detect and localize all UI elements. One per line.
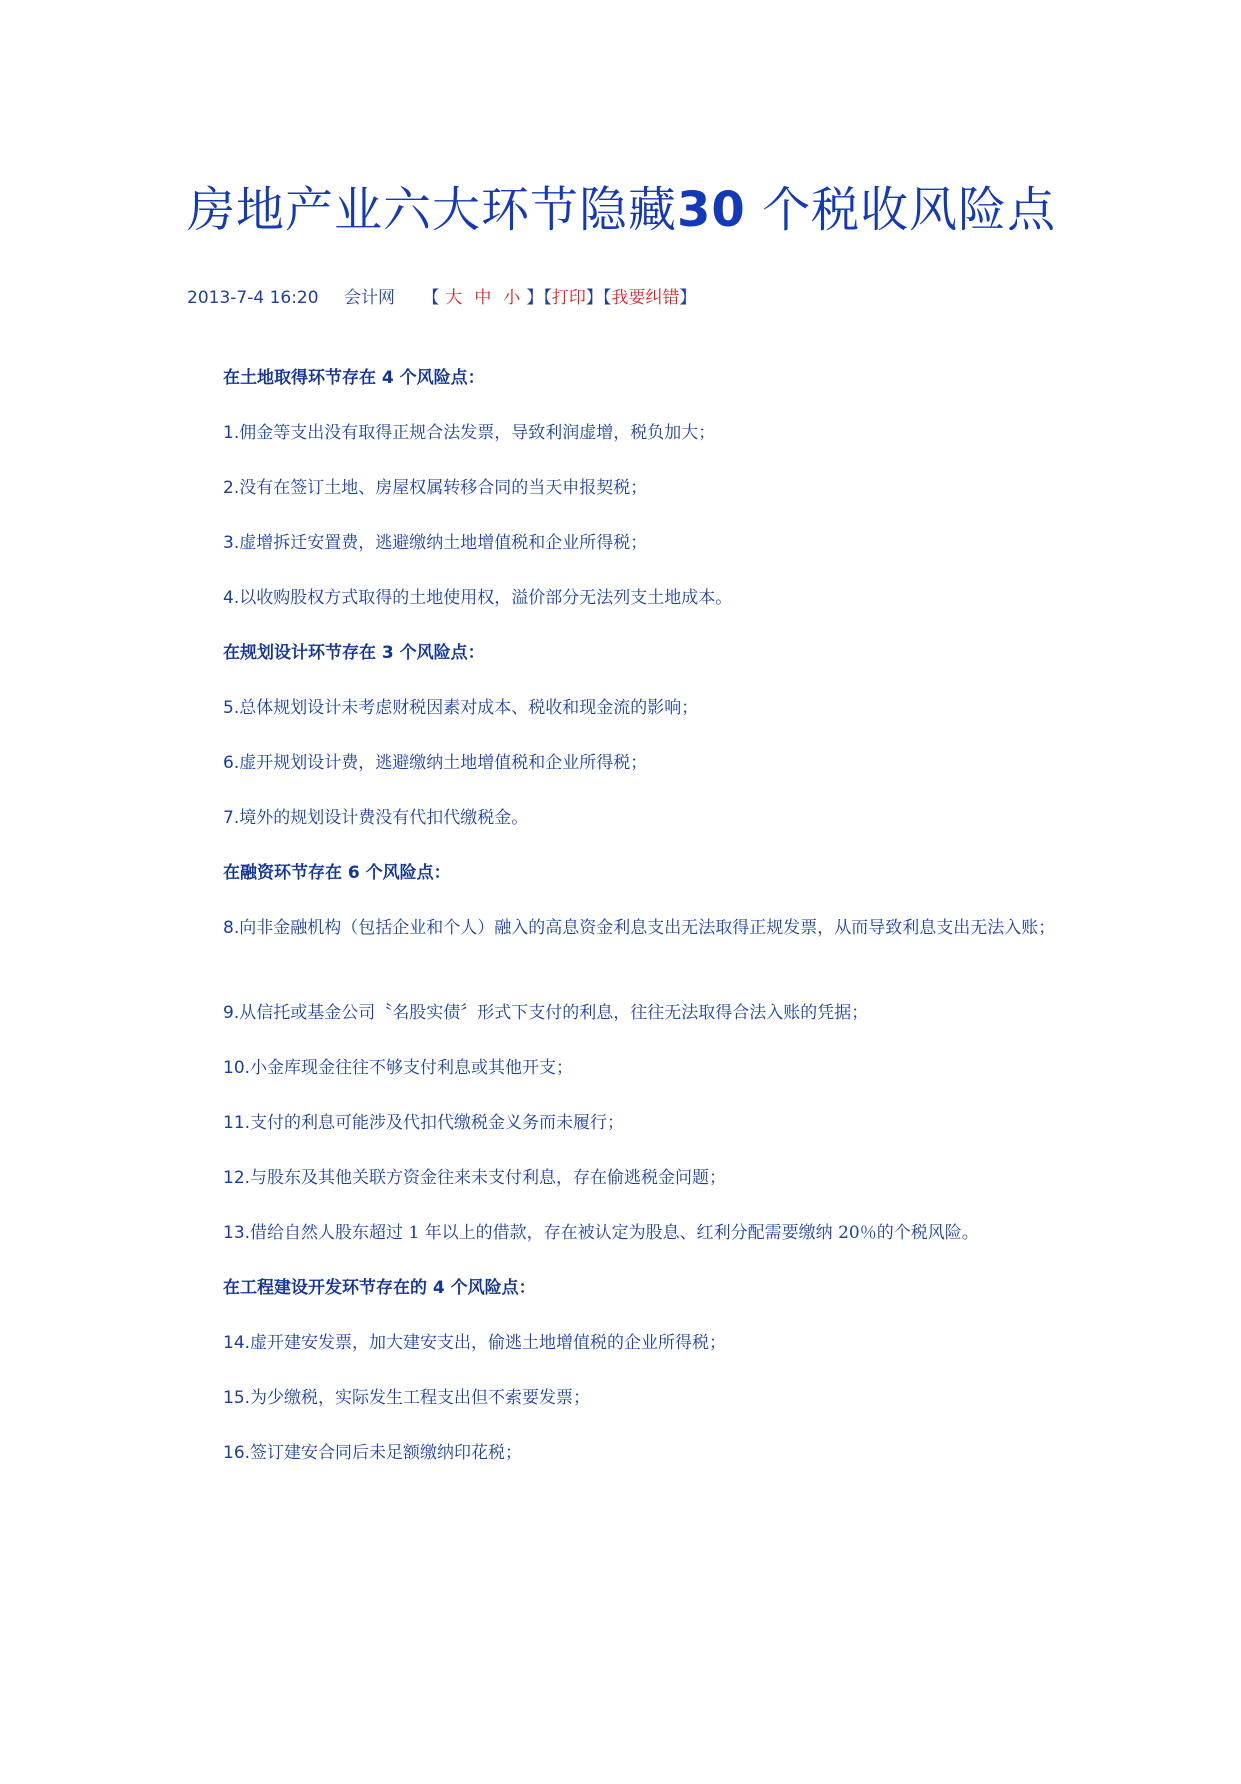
title-part-1: 房地产业六大环节隐藏 [187, 182, 678, 238]
risk-item-number: 9. [223, 1003, 240, 1023]
font-size-large-link[interactable]: 大 [445, 288, 463, 308]
risk-item-text: 佣金等支出没有取得正规合法发票，导致利润虚增，税负加大； [239, 423, 716, 443]
risk-item-text: 为少缴税，实际发生工程支出但不索要发票； [250, 1388, 591, 1408]
risk-item [187, 998, 1062, 1028]
section-heading [187, 638, 1062, 668]
risk-item-text: 小金库现金往往不够支付利息或其他开支； [250, 1058, 574, 1078]
risk-item-number: 3. [223, 533, 240, 553]
risk-item [187, 1163, 1062, 1193]
source-link[interactable]: 会计网 [343, 288, 395, 308]
risk-item-text: 以收购股权方式取得的土地使用权，溢价部分无法列支土地成本。 [239, 588, 733, 608]
section-heading-text: 在融资环节存在 6 个风险点： [223, 863, 451, 883]
risk-item-text: 支付的利息可能涉及代扣代缴税金义务而未履行； [250, 1113, 625, 1133]
risk-item-number: 1. [223, 423, 240, 443]
risk-item [187, 1053, 1062, 1083]
risk-item-number: 10. [223, 1058, 251, 1078]
risk-item [187, 693, 1062, 723]
report-error-link[interactable]: 我要纠错 [611, 288, 680, 308]
risk-item-number: 6. [223, 753, 240, 773]
font-size-small-link[interactable]: 小 [503, 288, 521, 308]
title-number: 30 [677, 182, 746, 238]
risk-item-number: 11. [223, 1113, 251, 1133]
section-heading [187, 858, 1062, 888]
print-link[interactable]: 打印 [551, 288, 586, 308]
risk-item [187, 1328, 1062, 1358]
risk-item-number: 2. [223, 478, 240, 498]
risk-item-text: 总体规划设计未考虑财税因素对成本、税收和现金流的影响； [239, 698, 699, 718]
section-heading-text: 在土地取得环节存在 4 个风险点： [223, 368, 485, 388]
risk-item-text: 虚开规划设计费，逃避缴纳土地增值税和企业所得税； [239, 753, 648, 773]
risk-item-number: 16. [223, 1443, 251, 1463]
risk-item [187, 1218, 1062, 1248]
risk-item [187, 1383, 1062, 1413]
risk-item-number: 4. [223, 588, 240, 608]
risk-item-text: 与股东及其他关联方资金往来未支付利息，存在偷逃税金问题； [250, 1168, 727, 1188]
risk-item-text: 境外的规划设计费没有代扣代缴税金。 [239, 808, 529, 828]
risk-item [187, 1438, 1062, 1468]
article-meta: 2013-7-4 16:20 会计网 【 大 中 小 】【打印】【我要纠错】 [187, 288, 697, 308]
font-size-medium-link[interactable]: 中 [474, 288, 492, 308]
section-heading-text: 在工程建设开发环节存在的 4 个风险点： [223, 1278, 536, 1298]
risk-item-text: 签订建安合同后未足额缴纳印花税； [250, 1443, 523, 1463]
title-part-2: 个税收风险点 [762, 182, 1057, 238]
article-title [187, 180, 1067, 240]
risk-item-text: 虚开建安发票，加大建安支出，偷逃土地增值税的企业所得税； [250, 1333, 727, 1353]
publish-date: 2013-7-4 16:20 [187, 288, 319, 308]
risk-item [187, 473, 1062, 503]
risk-item [187, 803, 1062, 833]
section-heading [187, 1273, 1062, 1303]
risk-item-number: 7. [223, 808, 240, 828]
risk-item [187, 583, 1062, 613]
risk-item-text: 没有在签订土地、房屋权属转移合同的当天申报契税； [239, 478, 648, 498]
font-size-bracket-close: 】 [526, 288, 544, 308]
risk-item-number: 13. [223, 1223, 251, 1243]
risk-item-text: 向非金融机构（包括企业和个人）融入的高息资金利息支出无法取得正规发票，从而导致利息支出无法入账； [239, 918, 1056, 938]
font-size-bracket-open: 【 [422, 288, 440, 308]
section-heading [187, 363, 1062, 393]
risk-item-number: 12. [223, 1168, 251, 1188]
risk-item-number: 14. [223, 1333, 251, 1353]
section-heading-text: 在规划设计环节存在 3 个风险点： [223, 643, 485, 663]
risk-item-number: 15. [223, 1388, 251, 1408]
risk-item [187, 418, 1062, 448]
risk-item-text: 从信托或基金公司〝名股实债〞形式下支付的利息，往往无法取得合法入账的凭据； [239, 1003, 869, 1023]
risk-item [187, 748, 1062, 778]
risk-item-number: 5. [223, 698, 240, 718]
risk-item-text: 借给自然人股东超过 1 年以上的借款，存在被认定为股息、红利分配需要缴纳 20％的个税风险。 [250, 1223, 979, 1243]
risk-item-text: 虚增拆迁安置费，逃避缴纳土地增值税和企业所得税； [239, 533, 648, 553]
risk-item [187, 913, 1062, 943]
risk-item [187, 1108, 1062, 1138]
risk-item [187, 528, 1062, 558]
risk-item-number: 8. [223, 918, 240, 938]
article [187, 180, 1067, 310]
